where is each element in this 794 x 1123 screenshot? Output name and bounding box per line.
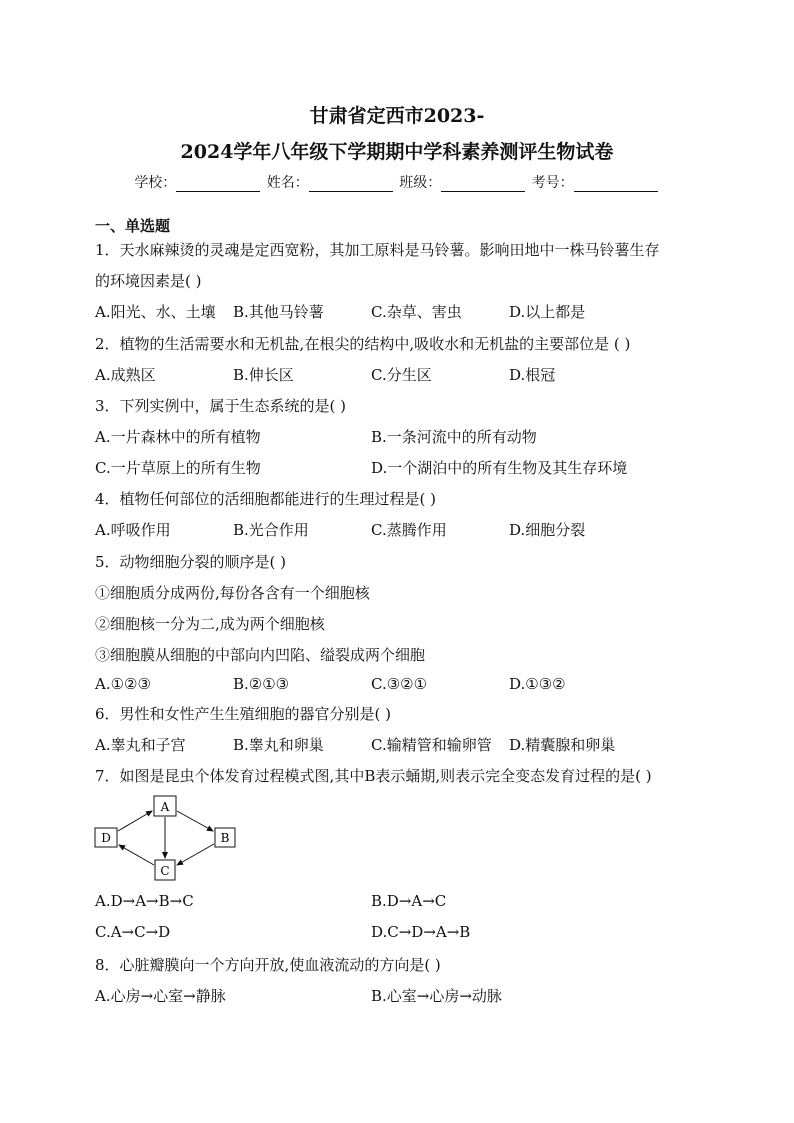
question-8-option-a: A.心房→心室→静脉 xyxy=(95,987,226,1005)
question-7-stem: 7．如图是昆虫个体发育过程模式图,其中B表示蛹期,则表示完全变态发育过程的是( ) xyxy=(95,767,652,785)
insect-development-diagram xyxy=(94,795,239,885)
question-7-option-d: D.C→D→A→B xyxy=(371,923,471,941)
question-8-stem: 8．心脏瓣膜向一个方向开放,使血液流动的方向是( ) xyxy=(95,956,441,974)
name-blank[interactable] xyxy=(309,177,393,192)
question-2-stem: 2．植物的生活需要水和无机盐,在根尖的结构中,吸收水和无机盐的主要部位是 ( ) xyxy=(95,335,631,353)
question-4-option-d: D.细胞分裂 xyxy=(509,521,586,539)
question-3-stem: 3．下列实例中，属于生态系统的是( ) xyxy=(95,397,347,415)
school-blank[interactable] xyxy=(176,177,260,192)
stage-label-a: A xyxy=(160,800,170,814)
question-1-option-c: C.杂草、害虫 xyxy=(371,303,462,321)
question-6-option-d: D.精囊腺和卵巢 xyxy=(509,736,616,754)
stage-label-d: D xyxy=(101,831,111,845)
student-info-row xyxy=(0,172,794,192)
question-1-option-d: D.以上都是 xyxy=(509,303,586,321)
section-heading: 一、单选题 xyxy=(95,217,171,235)
question-2-option-c: C.分生区 xyxy=(371,366,432,384)
arrow-c-to-d xyxy=(119,845,154,865)
question-3-option-c: C.一片草原上的所有生物 xyxy=(95,459,261,477)
exam-title-line-1: 甘肃省定西市2023- xyxy=(309,105,485,127)
class-label: 班级： xyxy=(399,175,442,191)
question-2-option-a: A.成熟区 xyxy=(95,366,156,384)
question-1-option-b: B.其他马铃薯 xyxy=(233,303,324,321)
stage-label-c: C xyxy=(160,864,170,878)
question-4-stem: 4．植物任何部位的活细胞都能进行的生理过程是( ) xyxy=(95,490,437,508)
question-1-stem-line-1: 1．天水麻辣烫的灵魂是定西宽粉，其加工原料是马铃薯。影响田地中一株马铃薯生存 xyxy=(95,241,660,259)
arrow-b-to-c xyxy=(177,844,214,865)
question-7-option-b: B.D→A→C xyxy=(371,892,447,910)
question-8-option-b: B.心室→心房→动脉 xyxy=(371,987,502,1005)
question-6-option-c: C.输精管和输卵管 xyxy=(371,736,492,754)
question-1-stem-line-2: 的环境因素是( ) xyxy=(95,272,202,290)
question-1-option-a: A.阳光、水、土壤 xyxy=(95,303,216,321)
question-2-option-d: D.根冠 xyxy=(509,366,556,384)
exam-number-label: 考号： xyxy=(531,175,574,191)
class-blank[interactable] xyxy=(441,177,525,192)
question-4-option-b: B.光合作用 xyxy=(233,521,309,539)
stage-label-b: B xyxy=(220,831,230,845)
question-4-option-a: A.呼吸作用 xyxy=(95,521,171,539)
exam-title-line-2: 2024学年八年级下学期期中学科素养测评生物试卷 xyxy=(180,141,614,163)
question-5-statement-1: ①细胞质分成两份,每份各含有一个细胞核 xyxy=(95,584,370,602)
question-7-option-c: C.A→C→D xyxy=(95,923,171,941)
question-5-option-c: C.③②① xyxy=(371,675,428,693)
question-6-option-b: B.睾丸和卵巢 xyxy=(233,736,324,754)
name-label: 姓名： xyxy=(266,175,309,191)
question-4-option-c: C.蒸腾作用 xyxy=(371,521,447,539)
question-5-option-d: D.①③② xyxy=(509,675,566,693)
question-7-option-a: A.D→A→B→C xyxy=(95,892,194,910)
exam-number-blank[interactable] xyxy=(574,177,658,192)
question-6-option-a: A.睾丸和子宫 xyxy=(95,736,186,754)
question-6-stem: 6．男性和女性产生生殖细胞的器官分别是( ) xyxy=(95,705,392,723)
question-3-option-b: B.一条河流中的所有动物 xyxy=(371,428,537,446)
arrow-a-to-b xyxy=(177,811,213,831)
arrow-d-to-a xyxy=(118,811,152,831)
question-5-option-a: A.①②③ xyxy=(95,675,151,693)
question-5-stem: 5．动物细胞分裂的顺序是( ) xyxy=(95,553,287,571)
question-5-statement-2: ②细胞核一分为二,成为两个细胞核 xyxy=(95,615,325,633)
question-5-statement-3: ③细胞膜从细胞的中部向内凹陷、缢裂成两个细胞 xyxy=(95,646,426,664)
question-3-option-a: A.一片森林中的所有植物 xyxy=(95,428,261,446)
question-2-option-b: B.伸长区 xyxy=(233,366,294,384)
question-5-option-b: B.②①③ xyxy=(233,675,290,693)
question-3-option-d: D.一个湖泊中的所有生物及其生存环境 xyxy=(371,459,628,477)
school-label: 学校： xyxy=(134,175,177,191)
